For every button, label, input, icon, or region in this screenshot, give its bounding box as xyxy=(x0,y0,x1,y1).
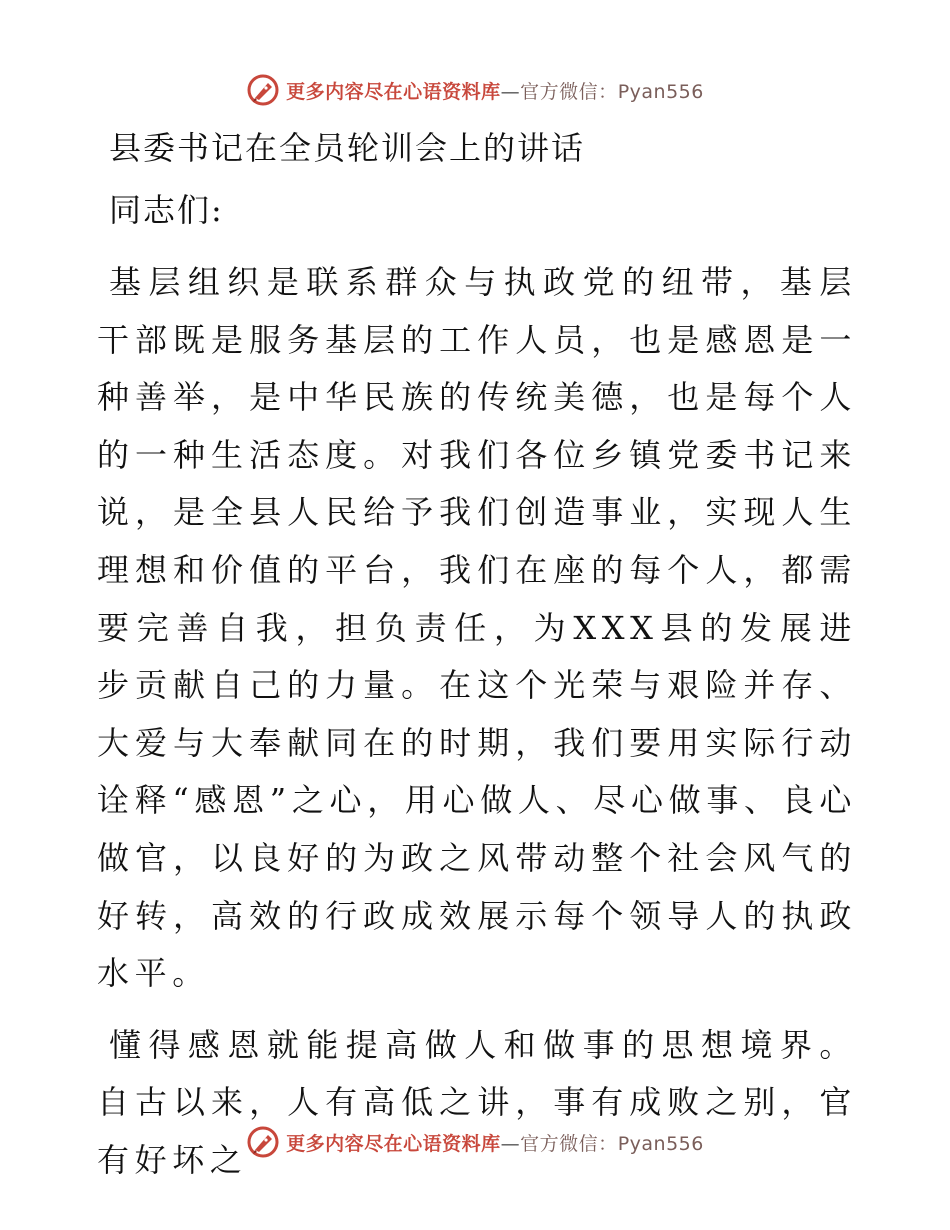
page-title: 县委书记在全员轮训会上的讲话 xyxy=(109,129,586,167)
paragraph: 基层组织是联系群众与执政党的纽带，基层干部既是服务基层的工作人员，也是感恩是一种善举，是中华民族的传统美德，也是每个人的一种生活态度。对我们各位乡镇党委书记来说，是全县人民给予我们创造事业，实现人生理想和价值的平台，我们在座的每个人，都需要完善自我，担负责任，为XXX县的发展进步贡献自己的力量。在这个光荣与艰险并存、大爱与大奉献同在的时期，我们要用实际行动诠释“感恩”之心，用心做人、尽心做事、良心做官，以良好的为政之风带动整个社会风气的好转，高效的行政成效展示每个领导人的执政水平。 xyxy=(97,263,857,993)
footer-watermark-banner xyxy=(0,1122,950,1162)
paragraph: 懂得感恩就能提高做人和做事的思想境界。自古以来，人有高低之讲，事有成败之别，官有好坏之 xyxy=(97,1025,857,1179)
watermark-contact-label: 官方微信： xyxy=(520,80,618,103)
salutation: 同志们: xyxy=(109,191,224,229)
pen-nib-circle-icon xyxy=(246,1125,280,1159)
watermark-contact-id: Pyan556 xyxy=(617,1132,704,1155)
watermark-main-text: 更多内容尽在心语资料库 xyxy=(286,1132,501,1155)
header-watermark-banner xyxy=(0,70,950,110)
watermark-dash: — xyxy=(500,1132,521,1155)
watermark-contact-label: 官方微信： xyxy=(520,1132,618,1155)
pen-nib-circle-icon xyxy=(246,73,280,107)
footer-watermark-text xyxy=(286,1129,704,1156)
header-watermark-text xyxy=(286,77,704,104)
watermark-contact-id: Pyan556 xyxy=(617,80,704,103)
document-body xyxy=(97,118,857,1190)
watermark-main-text: 更多内容尽在心语资料库 xyxy=(286,80,501,103)
watermark-dash: — xyxy=(500,80,521,103)
